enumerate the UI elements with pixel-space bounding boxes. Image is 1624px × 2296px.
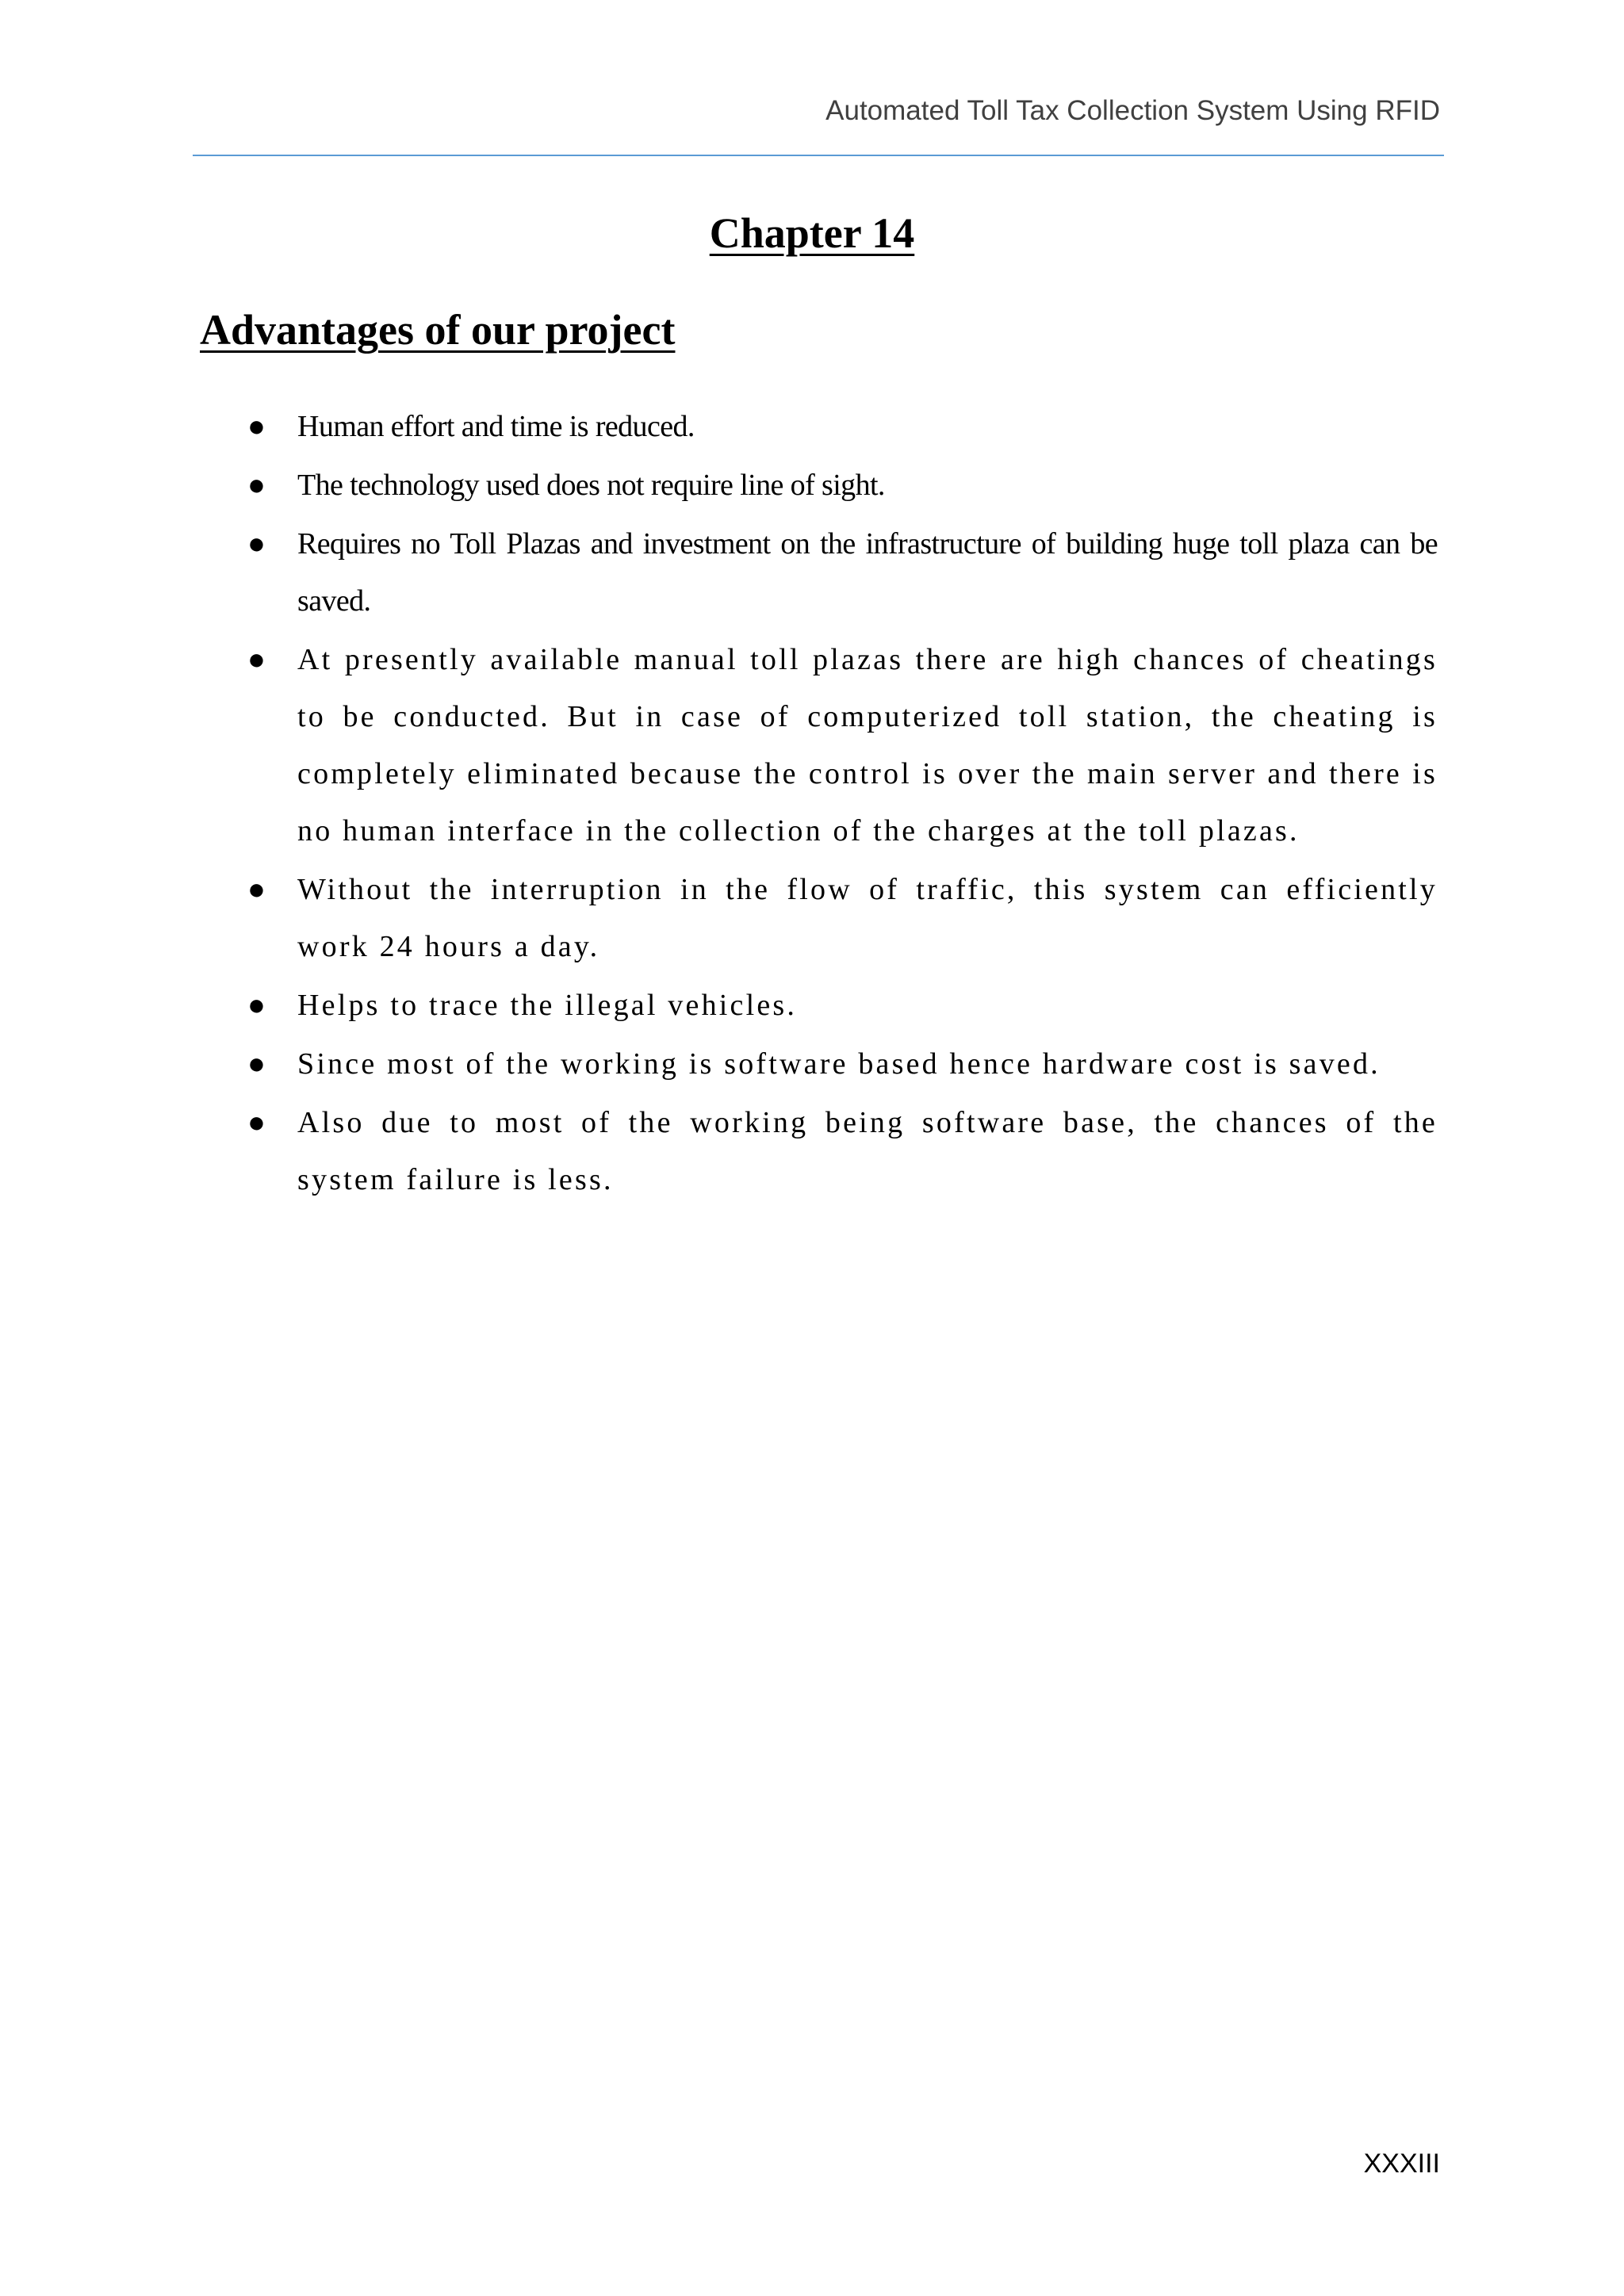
list-item	[247, 861, 1438, 975]
section-title-text: Advantages of our project	[200, 306, 676, 354]
list-item-text: The technology used does not require line of sight.	[297, 469, 885, 502]
list-item	[247, 1094, 1438, 1208]
bullet-icon: ●	[247, 873, 266, 906]
bullet-icon: ●	[247, 1047, 266, 1081]
advantages-list	[0, 396, 1624, 1208]
bullet-icon: ●	[247, 527, 266, 561]
list-item	[247, 515, 1438, 629]
list-item-text: Without the interruption in the flow of traffic, this system can efficiently work 24 hours a day.	[297, 873, 1438, 963]
list-item	[247, 398, 1438, 455]
list-item	[247, 977, 1438, 1034]
list-item	[247, 457, 1438, 514]
chapter-title-text: Chapter 14	[709, 209, 915, 257]
page-number: XXXIII	[1363, 2149, 1440, 2179]
list-item	[247, 1035, 1438, 1093]
list-item-text: At presently available manual toll plazas there are high chances of cheatings to be conducted. But in case of computerized toll station, the cheating is completely eliminated because the control is over the main server and there is no human interface in the collection of the charges at the toll plazas.	[297, 643, 1438, 848]
chapter-title	[0, 205, 1624, 262]
bullet-icon: ●	[247, 1106, 266, 1139]
running-header: Automated Toll Tax Collection System Using RFID	[825, 95, 1440, 126]
list-item	[247, 631, 1438, 859]
section-title	[200, 301, 675, 358]
list-item-text: Also due to most of the working being software base, the chances of the system failure is less.	[297, 1106, 1438, 1196]
list-item-text: Human effort and time is reduced.	[297, 410, 695, 443]
bullet-icon: ●	[247, 469, 266, 502]
header-rule	[193, 155, 1444, 156]
list-item-text: Helps to trace the illegal vehicles.	[297, 989, 798, 1022]
bullet-icon: ●	[247, 989, 266, 1022]
bullet-icon: ●	[247, 410, 266, 443]
bullet-icon: ●	[247, 643, 266, 676]
list-item-text: Since most of the working is software based hence hardware cost is saved.	[297, 1047, 1381, 1081]
list-item-text: Requires no Toll Plazas and investment on the infrastructure of building huge toll plaza can be saved.	[297, 527, 1438, 618]
